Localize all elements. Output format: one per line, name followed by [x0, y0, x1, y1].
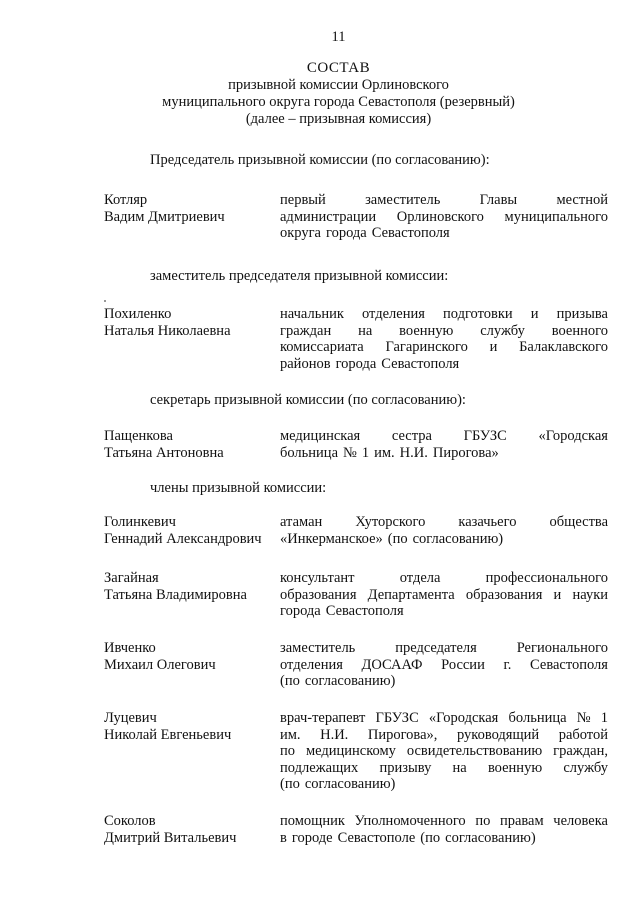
member-given-names: Наталья Николаевна: [104, 322, 231, 339]
position-word: «Городская: [538, 428, 608, 444]
position-word: согласованию): [304, 673, 396, 689]
member-given-names: Николай Евгеньевич: [104, 726, 232, 743]
position-word: Главы: [479, 192, 518, 208]
position-line: [280, 813, 608, 830]
position-word: атаман: [280, 514, 323, 530]
position-word: города: [326, 225, 367, 241]
member-entry: [104, 640, 608, 690]
position-word: первый: [280, 192, 326, 208]
member-surname: Котляр: [104, 192, 148, 208]
position-word: и: [553, 586, 562, 603]
position-word: работой: [558, 726, 608, 743]
member-entry: [104, 306, 608, 372]
position-word: граждан: [280, 322, 332, 339]
position-line: [280, 192, 608, 209]
position-word: «Инкерманское»: [280, 530, 383, 547]
member-entry: [104, 813, 608, 846]
position-word: заместитель: [365, 192, 441, 208]
position-word: местной: [556, 192, 608, 208]
position-word: руководящий: [456, 726, 540, 743]
position-word: ДОСААФ: [361, 656, 423, 673]
position-word: консультант: [280, 570, 355, 586]
member-entry: [104, 192, 608, 242]
member-name: [104, 570, 279, 603]
position-line: [280, 776, 608, 793]
position-word: согласованию): [412, 530, 504, 547]
member-given-names: Татьяна Антоновна: [104, 444, 224, 461]
position-word: №: [576, 710, 591, 726]
position-word: Хуторского: [355, 514, 426, 530]
member-given-names: Геннадий Александрович: [104, 530, 262, 547]
member-entry: [104, 570, 608, 620]
position-word: отделения: [362, 306, 425, 322]
subtitle-line: муниципального округа города Севастополя (резервный): [162, 94, 515, 110]
position-word: больница: [280, 444, 338, 461]
member-position: [280, 306, 608, 372]
member-name: [104, 514, 279, 547]
member-given-names: Вадим Дмитриевич: [104, 208, 225, 225]
position-word: образования: [465, 586, 543, 603]
member-surname: Голинкевич: [104, 514, 176, 530]
position-word: освидетельствованию: [406, 743, 543, 759]
member-surname: Соколов: [104, 813, 156, 829]
position-word: призыву: [379, 759, 432, 776]
position-word: (по: [387, 530, 408, 547]
position-word: сестра: [391, 428, 432, 444]
position-word: граждан,: [553, 743, 608, 759]
position-line: [280, 657, 608, 674]
position-word: города: [335, 355, 377, 372]
position-word: на: [452, 759, 467, 776]
position-word: Регионального: [516, 640, 608, 656]
position-word: Пирогова»,: [367, 726, 438, 743]
position-line: [280, 445, 608, 462]
position-word: науки: [572, 586, 608, 603]
title-block: [0, 60, 631, 128]
position-word: №: [343, 444, 357, 461]
position-word: службу: [480, 322, 525, 339]
member-position: [280, 640, 608, 690]
position-word: военного: [551, 322, 608, 339]
position-line: [280, 673, 608, 690]
member-given-names: Михаил Олегович: [104, 656, 216, 673]
position-word: заместитель: [280, 640, 356, 656]
position-word: и: [530, 306, 539, 322]
position-word: казачьего: [458, 514, 517, 530]
member-surname: Загайная: [104, 570, 159, 586]
position-word: Н.И.: [320, 726, 349, 743]
member-name: [104, 428, 279, 461]
member-surname: Пащенкова: [104, 428, 173, 444]
position-line: [280, 531, 608, 548]
position-word: подлежащих: [280, 759, 359, 776]
position-line: [280, 603, 608, 620]
position-word: отдела: [399, 570, 441, 586]
position-word: председателя: [395, 640, 477, 656]
position-word: 1: [600, 710, 608, 726]
position-word: профессионального: [485, 570, 608, 586]
position-word: Орлиновского: [396, 208, 484, 225]
position-word: отделения: [280, 656, 343, 673]
member-given-names: Татьяна Владимировна: [104, 586, 247, 603]
position-word: им.: [374, 444, 395, 461]
position-word: администрации: [280, 208, 377, 225]
position-word: Севастополя: [381, 355, 460, 372]
member-position: [280, 813, 608, 846]
member-position: [280, 428, 608, 461]
member-surname: Похиленко: [104, 306, 172, 322]
position-word: ГБУЗС: [375, 710, 419, 726]
position-word: начальник: [280, 306, 344, 322]
member-name: [104, 813, 279, 846]
position-line: [280, 743, 608, 760]
member-given-names: Дмитрий Витальевич: [104, 829, 237, 846]
position-word: им.: [280, 726, 301, 743]
position-line: [280, 727, 608, 744]
position-word: (по: [280, 673, 300, 689]
member-position: [280, 710, 608, 793]
section-heading: секретарь призывной комиссии (по согласованию):: [150, 392, 466, 408]
section-heading: заместитель председателя призывной комиссии:: [150, 268, 449, 284]
position-word: комиссариата: [280, 339, 364, 355]
position-line: [280, 640, 608, 657]
position-word: медицинскому: [305, 743, 396, 759]
position-word: Севастополя: [325, 603, 404, 619]
position-word: правам: [499, 813, 544, 829]
position-word: округа: [280, 225, 321, 241]
position-word: Пирогова»: [432, 444, 499, 461]
position-line: [280, 306, 608, 323]
position-word: по: [280, 743, 296, 759]
position-line: [280, 428, 608, 445]
scan-speck: [104, 300, 106, 302]
member-surname: Ивченко: [104, 640, 156, 656]
member-entry: [104, 514, 608, 547]
subtitle-line: (далее – призывная комиссия): [245, 111, 432, 127]
position-word: городе: [291, 829, 333, 846]
position-word: Департамента: [367, 586, 455, 603]
position-word: «Городская: [428, 710, 499, 726]
position-line: [280, 514, 608, 531]
position-word: Балаклавского: [519, 339, 608, 355]
member-name: [104, 710, 279, 743]
position-word: России: [441, 656, 485, 673]
position-word: Н.И.: [399, 444, 428, 461]
position-line: [280, 209, 608, 226]
position-word: Севастополя: [530, 656, 608, 673]
member-name: [104, 640, 279, 673]
member-entry: [104, 710, 608, 793]
section-heading: члены призывной комиссии:: [150, 480, 327, 496]
position-line: [280, 225, 608, 242]
document-title: СОСТАВ: [306, 60, 371, 76]
position-word: 1: [361, 444, 370, 461]
position-word: Севастополя: [371, 225, 450, 241]
position-word: военную: [399, 322, 454, 339]
position-line: [280, 570, 608, 587]
position-word: подготовки: [443, 306, 513, 322]
position-word: районов: [280, 355, 331, 372]
position-line: [280, 760, 608, 777]
position-line: [280, 339, 608, 356]
position-word: города: [280, 603, 321, 619]
member-position: [280, 570, 608, 620]
position-word: службу: [563, 759, 608, 776]
position-word: Гагаринского: [385, 339, 468, 355]
position-word: образования: [280, 586, 357, 603]
member-surname: Луцевич: [104, 710, 157, 726]
position-word: общества: [549, 514, 608, 530]
position-word: в: [280, 829, 287, 846]
position-word: ГБУЗС: [463, 428, 507, 444]
member-name: [104, 192, 279, 225]
position-word: помощник: [280, 813, 345, 829]
position-word: муниципального: [504, 208, 608, 225]
position-word: согласованию): [445, 829, 536, 846]
position-word: на: [358, 322, 373, 339]
section-heading: Председатель призывной комиссии (по согласованию):: [150, 152, 490, 168]
position-line: [280, 356, 608, 373]
position-word: (по: [420, 829, 441, 846]
position-line: [280, 830, 608, 847]
position-word: врач-терапевт: [280, 710, 366, 726]
position-word: по: [475, 813, 491, 829]
member-position: [280, 514, 608, 547]
position-word: и: [489, 339, 498, 355]
position-word: Уполномоченного: [354, 813, 466, 829]
position-line: [280, 587, 608, 604]
position-word: больница: [508, 710, 567, 726]
position-word: человека: [553, 813, 608, 829]
position-word: призыва: [556, 306, 608, 322]
member-position: [280, 192, 608, 242]
position-line: [280, 323, 608, 340]
position-word: г.: [503, 656, 512, 673]
position-word: Севастополе: [337, 829, 416, 846]
position-word: согласованию): [304, 776, 396, 792]
position-line: [280, 710, 608, 727]
member-entry: [104, 428, 608, 461]
subtitle-line: призывной комиссии Орлиновского: [228, 77, 449, 93]
member-name: [104, 306, 279, 339]
position-word: (по: [280, 776, 300, 792]
page-number: 11: [331, 29, 346, 45]
position-word: медицинская: [280, 428, 361, 444]
position-word: военную: [487, 759, 543, 776]
